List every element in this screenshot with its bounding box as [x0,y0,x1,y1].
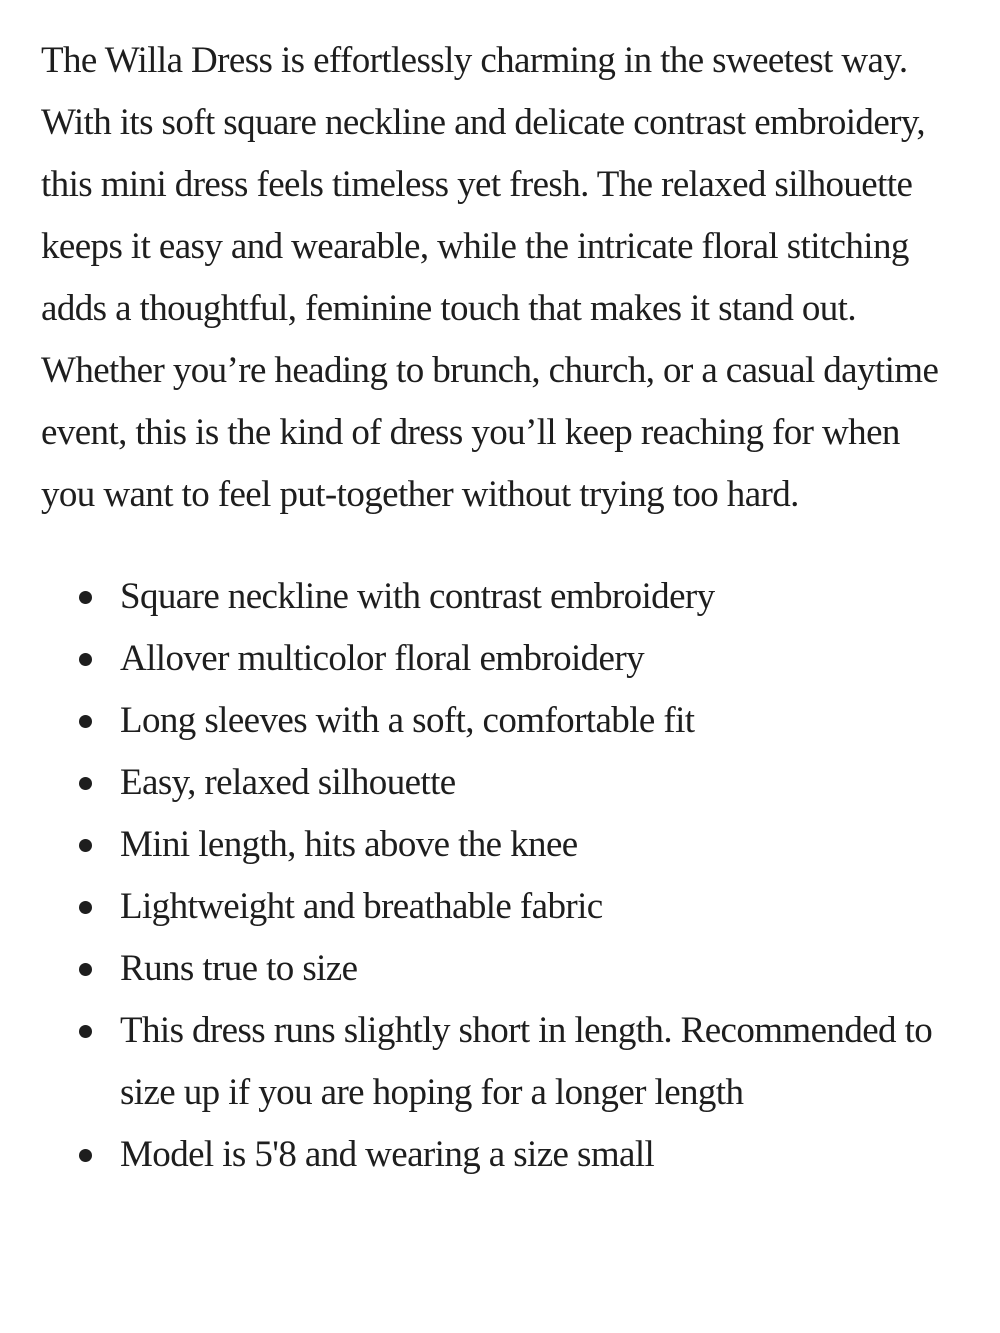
feature-text: This dress runs slightly short in length. Recommended to size up if you are hoping for a longer length [120,1010,933,1113]
bullet-icon [79,777,92,790]
bullet-icon [79,715,92,728]
product-details [41,30,961,1186]
feature-text: Mini length, hits above the knee [120,824,578,865]
feature-item [41,1000,961,1124]
feature-text: Model is 5'8 and wearing a size small [120,1134,655,1175]
bullet-icon [79,963,92,976]
feature-item [41,752,961,814]
feature-text: Lightweight and breathable fabric [120,886,603,927]
feature-list [41,566,961,1186]
feature-item [41,814,961,876]
feature-item [41,876,961,938]
feature-text: Square neckline with contrast embroidery [120,576,715,617]
bullet-icon [79,1149,92,1162]
feature-text: Runs true to size [120,948,358,989]
feature-item [41,1124,961,1186]
feature-item [41,690,961,752]
feature-item [41,566,961,628]
bullet-icon [79,591,92,604]
feature-text: Long sleeves with a soft, comfortable fit [120,700,695,741]
feature-item [41,938,961,1000]
feature-item [41,628,961,690]
bullet-icon [79,653,92,666]
product-description: The Willa Dress is effortlessly charming in the sweetest way. With its soft square neckline and delicate contrast embroidery, this mini dress feels timeless yet fresh. The relaxed silhouette keeps it easy and wearable, while the intricate floral stitching adds a thoughtful, feminine touch that makes it stand out. Whether you’re heading to brunch, church, or a casual daytime event, this is the kind of dress you’ll keep reaching for when you want to feel put-together without trying too hard. [41,40,939,515]
feature-text: Allover multicolor floral embroidery [120,638,644,679]
bullet-icon [79,901,92,914]
feature-text: Easy, relaxed silhouette [120,762,456,803]
bullet-icon [79,1025,92,1038]
bullet-icon [79,839,92,852]
